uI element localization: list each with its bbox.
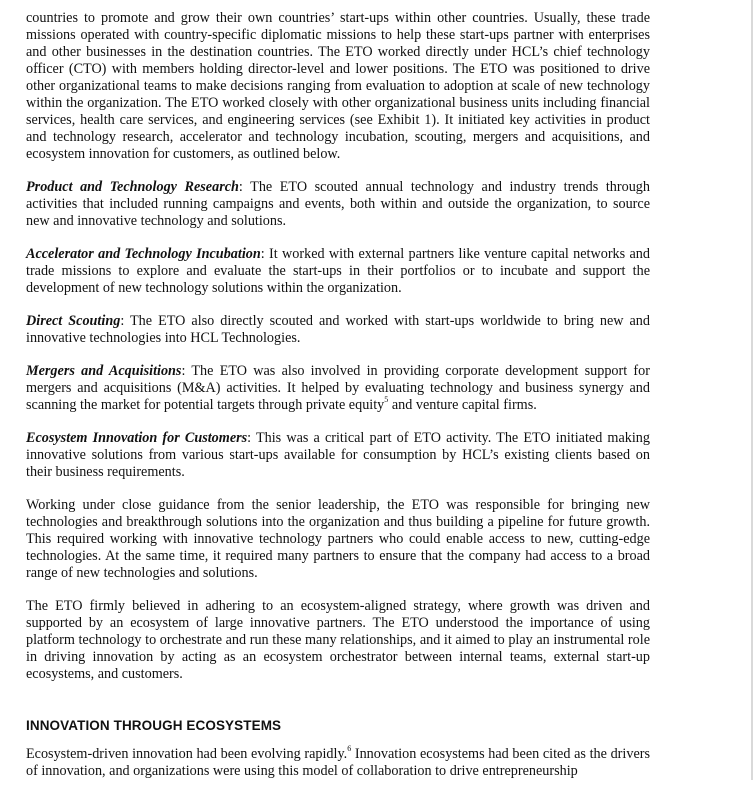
section-text: Ecosystem-driven innovation had been evolving rapidly. bbox=[26, 746, 348, 762]
direct-scouting-paragraph bbox=[26, 313, 650, 347]
intro-paragraph: countries to promote and grow their own countries’ start-ups within other countries. Usually, these trade missions operated with country-specific diplomatic missions to help these start-ups partner with enterprises and other businesses in the destination countries. The ETO worked directly under HCL’s chief technology officer (CTO) with members holding director-level and lower positions. The ETO was positioned to drive other organizational teams to make decisions ranging from evaluation to adoption at scale of new technology within the organization. The ETO worked closely with other organizational business units including financial services, health care services, and engineering services (see Exhibit 1). It initiated key activities in product and technology research, accelerator and technology incubation, scouting, mergers and acquisitions, and ecosystem innovation for customers, as outlined below. bbox=[26, 10, 650, 162]
accelerator-term: Accelerator and Technology Incubation bbox=[26, 246, 261, 262]
mergers-text: : The ETO was also involved in providing corporate development support for mergers and acquisitions (M&A) activities. It helped by evaluating technology and business synergy and scanning the market for potential targets through private equity bbox=[26, 363, 650, 413]
section-paragraph bbox=[26, 746, 650, 780]
ecosystem-innovation-term: Ecosystem Innovation for Customers bbox=[26, 430, 248, 446]
accelerator-paragraph bbox=[26, 246, 650, 297]
mergers-text-end: and venture capital firms. bbox=[388, 397, 537, 413]
section-heading: INNOVATION THROUGH ECOSYSTEMS bbox=[26, 718, 282, 733]
accelerator-text: : It worked with external partners like venture capital networks and trade missions to explore and evaluate the start-ups in their portfolios or to incubate and support the development of new technology solutions within the organization. bbox=[26, 246, 650, 296]
direct-scouting-text: : The ETO also directly scouted and worked with start-ups worldwide to bring new and innovative technologies into HCL Technologies. bbox=[26, 313, 650, 346]
guidance-paragraph: Working under close guidance from the senior leadership, the ETO was responsible for bringing new technologies and breakthrough solutions into the organization and thus building a pipeline for future growth. This required working with innovative technology partners who could enable access to new, cutting-edge technologies. At the same time, it required many partners to ensure that the company had access to a broad range of new technologies and solutions. bbox=[26, 497, 650, 581]
mergers-term: Mergers and Acquisitions bbox=[26, 363, 182, 379]
document-body bbox=[26, 10, 650, 796]
ecosystem-innovation-paragraph bbox=[26, 430, 650, 481]
footnote-marker-5: 5 bbox=[384, 395, 389, 405]
section-text-end: Innovation ecosystems had been cited as the drivers of innovation, and organizations were using this model of collaboration to drive entrepreneurship bbox=[26, 746, 650, 779]
mergers-paragraph bbox=[26, 363, 650, 414]
product-research-term: Product and Technology Research bbox=[26, 179, 239, 195]
footnote-marker-6: 6 bbox=[347, 744, 352, 754]
product-research-paragraph bbox=[26, 179, 650, 230]
direct-scouting-term: Direct Scouting bbox=[26, 313, 121, 329]
strategy-paragraph: The ETO firmly believed in adhering to an ecosystem-aligned strategy, where growth was driven and supported by an ecosystem of large innovative partners. The ETO understood the importance of using platform technology to orchestrate and run these many relationships, and it aimed to play an instrumental role in driving innovation by acting as an ecosystem orchestrator between internal teams, external start-up ecosystems, and customers. bbox=[26, 598, 650, 682]
ecosystem-innovation-text: : This was a critical part of ETO activity. The ETO initiated making innovative solutions from various start-ups available for consumption by HCL’s existing clients based on their business requirements. bbox=[26, 430, 650, 480]
product-research-text: : The ETO scouted annual technology and industry trends through activities that included running campaigns and events, both within and outside the organization, to source new and innovative technology and solutions. bbox=[26, 179, 650, 229]
